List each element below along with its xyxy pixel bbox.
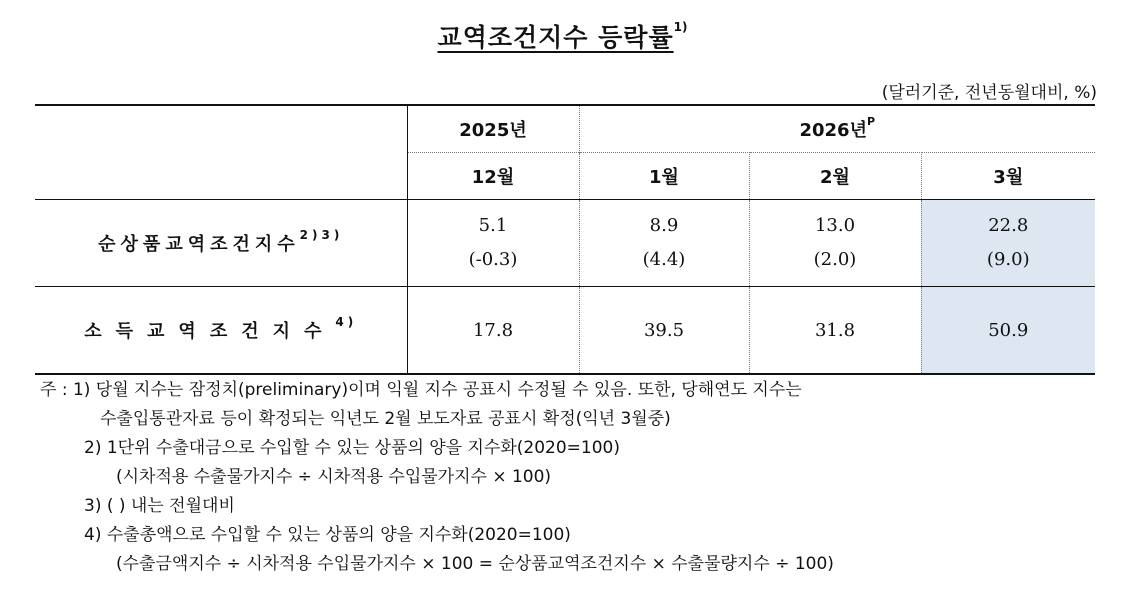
title-text: 교역조건지수 등락률 [437,23,674,52]
header-month-jan: 1월 [579,153,749,200]
cell-net-mar: 22.8 (9.0) [921,200,1095,287]
cell-income-dec: 17.8 [407,287,579,375]
header-year-2026: 2026년$^P$ [799,115,876,141]
note-3: 3) ( ) 내는 전월대비 [84,496,235,516]
footnotes [40,376,1110,579]
preliminary-mark: P [866,115,876,128]
table-row [35,287,1095,375]
note-4-line-2: (수출금액지수 ÷ 시차적용 수입물가지수 × 100 = 순상품교역조건지수 × 수출물량지수 ÷ 100) [116,554,834,574]
header-blank-cell [35,105,407,200]
terms-of-trade-table [35,104,1095,375]
row-label-net-barter: 순상품교역조건지수$^{2)3)}$ [35,200,407,287]
cell-net-feb: 13.0 (2.0) [749,200,921,287]
row-label-income: 소득교역조건지수$^{4)}$ [35,287,407,375]
header-month-mar: 3월 [921,153,1095,200]
table-row [35,200,1095,287]
note-2-line-1: 2) 1단위 수출대금으로 수입할 수 있는 상품의 양을 지수화(2020=100) [84,438,620,458]
note-1-line-1: 주 : 1) 당월 지수는 잠정치(preliminary)이며 익월 지수 공표시 수정될 수 있음. 또한, 당해연도 지수는 [40,380,802,400]
cell-income-mar: 50.9 [921,287,1095,375]
note-2-line-2: (시차적용 수출물가지수 ÷ 시차적용 수입물가지수 × 100) [116,467,552,487]
table-title [0,18,1125,54]
note-4-line-1: 4) 수출총액으로 수입할 수 있는 상품의 양을 지수화(2020=100) [84,525,571,545]
header-year-2025: 2025년 [407,105,579,153]
cell-net-jan: 8.9 (4.4) [579,200,749,287]
title-footnote-ref: 1) [673,20,688,34]
header-row-years [35,105,1095,153]
cell-income-jan: 39.5 [579,287,749,375]
note-1-line-2: 수출입통관자료 등이 확정되는 익년도 2월 보도자료 공표시 확정(익년 3월중) [100,409,671,429]
unit-label: (달러기준, 전년동월대비, %) [881,83,1097,103]
header-month-feb: 2월 [749,153,921,200]
cell-net-dec: 5.1 (-0.3) [407,200,579,287]
header-month-dec: 12월 [407,153,579,200]
cell-income-feb: 31.8 [749,287,921,375]
